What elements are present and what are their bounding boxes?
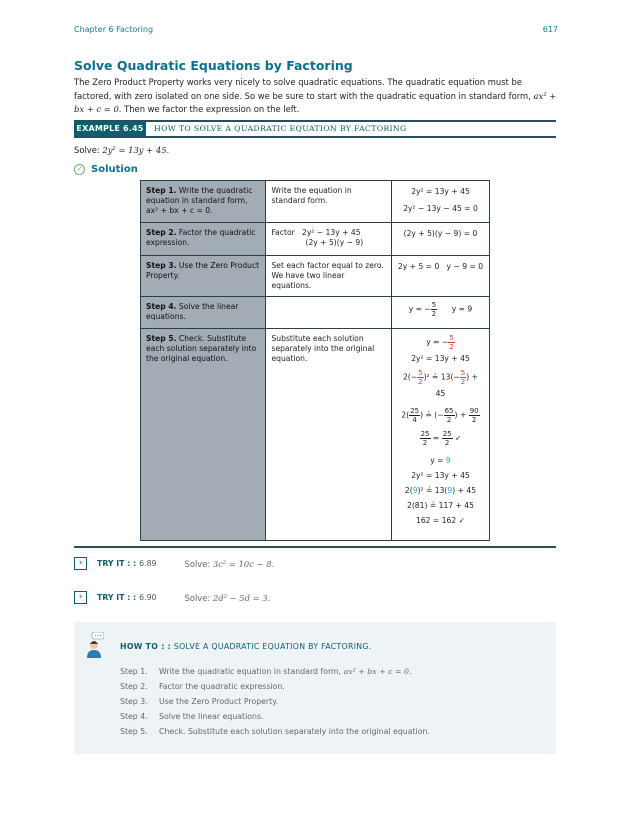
check-sub-3-b: )² ≟ 13( bbox=[417, 486, 448, 495]
check-sub-2-b: ) ≟ (− bbox=[420, 410, 444, 420]
howto-step-4-number: Step 4. bbox=[120, 712, 148, 721]
check-orig-2: 2y² = 13y + 45 bbox=[411, 471, 470, 480]
check-sub-3-a: 2( bbox=[404, 486, 413, 495]
check-sub-2 bbox=[397, 407, 484, 424]
check-sub-2-a: 2( bbox=[401, 410, 410, 420]
check-sub-1-c: ) + 45 bbox=[435, 372, 479, 398]
step-4-y1-label: y = − bbox=[408, 304, 431, 314]
howto-label: HOW TO : : bbox=[120, 642, 172, 651]
howto-step-2-text: Factor the quadratic expression. bbox=[159, 682, 285, 691]
step-5-cell bbox=[141, 329, 266, 541]
step-1-work bbox=[392, 181, 490, 223]
check-y2-label: y = bbox=[430, 456, 446, 465]
howto-step-3-text: Use the Zero Product Property. bbox=[159, 697, 279, 706]
howto-step-4 bbox=[120, 709, 430, 724]
step-2-number: Step 2. bbox=[146, 228, 177, 237]
step-row-1 bbox=[141, 181, 490, 223]
step-4-number: Step 4. bbox=[146, 302, 177, 311]
check-sub-4: 2(81) ≟ 117 + 45 bbox=[407, 501, 474, 510]
intro-standard-form: ax² + bx + c = 0. bbox=[74, 90, 557, 115]
check-sub-3-val-b: 9 bbox=[447, 486, 453, 495]
person-icon bbox=[84, 632, 104, 658]
check-sub-1-frac-a-num: 5 bbox=[418, 369, 423, 377]
step-3-number: Step 3. bbox=[146, 261, 177, 270]
check-sub-2-frac-2 bbox=[444, 407, 455, 424]
try-it-2-number: 6.90 bbox=[139, 593, 157, 602]
check-result-1-den-a: 2 bbox=[422, 439, 428, 447]
solve-line bbox=[74, 145, 169, 155]
check-sub-3 bbox=[397, 483, 484, 498]
check-result-1-num-a: 25 bbox=[420, 430, 430, 438]
step-3-text: Use the Zero Product Property. bbox=[146, 261, 260, 280]
check-circle-icon: ✓ bbox=[74, 164, 85, 175]
step-5-number: Step 5. bbox=[146, 334, 177, 343]
check-sub-1-b: )² ≟ 13(− bbox=[423, 372, 460, 382]
check-sub-2-frac-3 bbox=[469, 407, 480, 424]
howto-box bbox=[74, 622, 556, 754]
howto-step-1 bbox=[120, 664, 430, 679]
chapter-label: Chapter 6 Factoring bbox=[74, 25, 154, 34]
check-y1-den: 2 bbox=[449, 343, 454, 351]
page-number: 617 bbox=[542, 25, 558, 34]
howto-step-5-text: Check. Substitute each solution separately into the original equation. bbox=[159, 727, 430, 736]
step-1-cell bbox=[141, 181, 266, 223]
solution-label: Solution bbox=[91, 164, 138, 175]
howto-step-5-number: Step 5. bbox=[120, 727, 148, 736]
solve-equation: 2y² = 13y + 45. bbox=[102, 145, 170, 155]
try-it-1-problem bbox=[185, 559, 275, 569]
step-4-work bbox=[392, 297, 490, 329]
try-it-1-prefix: Solve: bbox=[184, 558, 211, 569]
howto-title bbox=[120, 642, 372, 651]
howto-step-5 bbox=[120, 724, 430, 739]
check-result-1-frac-b bbox=[442, 430, 453, 447]
howto-step-2-number: Step 2. bbox=[120, 682, 148, 691]
check-sub-2-num-3: 90 bbox=[469, 407, 479, 415]
check-sub-1-frac-a-den: 2 bbox=[418, 378, 423, 386]
check-result-1-eq: = bbox=[430, 433, 442, 443]
step-5-work bbox=[392, 329, 490, 541]
step-5-action: Substitute each solution separately into the original equation. bbox=[266, 329, 392, 541]
howto-step-1-number: Step 1. bbox=[120, 667, 148, 676]
howto-step-4-text: Solve the linear equations. bbox=[159, 712, 264, 721]
check-y1-label: y = − bbox=[426, 337, 449, 347]
step-5-text: Check. Substitute each solution separately into the original equation. bbox=[146, 334, 257, 363]
step-2-work: (2y + 5)(y − 9) = 0 bbox=[403, 229, 478, 238]
check-orig-1: 2y² = 13y + 45 bbox=[411, 354, 470, 363]
chevron-right-icon[interactable]: › bbox=[74, 591, 87, 604]
check-sub-1-a: 2(− bbox=[402, 372, 418, 382]
step-2-action-label: Factor bbox=[271, 228, 295, 237]
check-sub-2-num-2: 65 bbox=[444, 407, 454, 415]
step-2-action bbox=[266, 223, 392, 256]
check-sub-2-den-1: 4 bbox=[412, 416, 417, 424]
howto-title-text: SOLVE A QUADRATIC EQUATION BY FACTORING. bbox=[173, 642, 372, 651]
step-4-action bbox=[266, 297, 392, 329]
step-1-work-line-1: 2y² = 13y + 45 bbox=[411, 187, 470, 196]
try-it-2-label: TRY IT : : bbox=[97, 593, 137, 602]
check-y2-value: 9 bbox=[445, 456, 451, 465]
check-sub-2-den-2: 2 bbox=[446, 416, 452, 424]
check-sub-1-frac-b-den: 2 bbox=[460, 378, 466, 386]
check-y1-num: 5 bbox=[449, 334, 454, 342]
try-it-2-problem bbox=[185, 593, 271, 603]
step-2-expression: 2y² − 13y + 45 bbox=[301, 228, 361, 237]
step-1-text: Write the quadratic equation in standard form, ax² + bx + c = 0. bbox=[146, 186, 253, 215]
check-sub-3-c: ) + 45 bbox=[452, 486, 477, 495]
check-result-2: 162 = 162 ✓ bbox=[416, 516, 465, 525]
step-4-cell bbox=[141, 297, 266, 329]
check-result-1-frac-a bbox=[420, 430, 431, 447]
check-result-1 bbox=[397, 430, 484, 447]
check-y1-fraction bbox=[448, 334, 454, 351]
step-row-2 bbox=[141, 223, 490, 256]
try-it-1-equation: 3c² = 10c − 8. bbox=[212, 558, 275, 569]
try-it-1-number: 6.89 bbox=[139, 559, 157, 568]
try-it-2-prefix: Solve: bbox=[184, 592, 211, 603]
step-4-y1-fraction bbox=[431, 301, 437, 318]
example-label: EXAMPLE 6.45 bbox=[74, 122, 146, 136]
chevron-right-icon[interactable]: › bbox=[74, 557, 87, 570]
step-2-factored: (2y + 5)(y − 9) bbox=[305, 238, 364, 247]
howto-steps bbox=[120, 664, 430, 739]
check-sub-2-num-1: 25 bbox=[410, 407, 420, 415]
example-title: HOW TO SOLVE A QUADRATIC EQUATION BY FACTORING bbox=[154, 124, 407, 133]
steps-table bbox=[140, 180, 490, 541]
step-row-5 bbox=[141, 329, 490, 541]
try-it-1 bbox=[74, 557, 274, 570]
step-1-work-line-2: 2y² − 13y − 45 = 0 bbox=[403, 204, 478, 213]
howto-step-3-number: Step 3. bbox=[120, 697, 148, 706]
step-2-cell bbox=[141, 223, 266, 256]
check-result-1-mark: ✓ bbox=[452, 433, 462, 443]
check-y1 bbox=[397, 334, 484, 351]
check-sub-3-val-a: 9 bbox=[412, 486, 418, 495]
step-1-action: Write the equation in standard form. bbox=[266, 181, 392, 223]
howto-step-1-math: ax² + bx + c = 0. bbox=[343, 667, 412, 676]
check-y2 bbox=[397, 453, 484, 468]
try-it-2-equation: 2d² − 5d = 3. bbox=[212, 592, 271, 603]
step-row-3 bbox=[141, 256, 490, 297]
example-bar bbox=[74, 120, 556, 138]
step-3-work: 2y + 5 = 0 y − 9 = 0 bbox=[397, 262, 484, 271]
step-3-cell bbox=[141, 256, 266, 297]
try-it-1-label: TRY IT : : bbox=[97, 559, 137, 568]
section-title: Solve Quadratic Equations by Factoring bbox=[74, 58, 353, 73]
check-sub-2-c: ) + bbox=[454, 410, 467, 420]
check-result-1-num-b: 25 bbox=[442, 430, 452, 438]
step-row-4 bbox=[141, 297, 490, 329]
solve-prefix: Solve: bbox=[74, 145, 100, 155]
example-end-rule bbox=[74, 546, 556, 548]
step-4-y1-num: 5 bbox=[431, 301, 437, 309]
running-head bbox=[74, 25, 558, 34]
howto-step-3 bbox=[120, 694, 430, 709]
howto-step-1-text: Write the quadratic equation in standard form, bbox=[159, 667, 342, 676]
check-result-1-den-b: 2 bbox=[444, 439, 450, 447]
solution-heading bbox=[74, 164, 138, 175]
intro-text-b: Then we factor the expression on the left. bbox=[121, 104, 300, 115]
step-2-text: Factor the quadratic expression. bbox=[146, 228, 256, 247]
check-sub-2-den-3: 2 bbox=[471, 416, 477, 424]
step-4-y2: y = 9 bbox=[451, 304, 473, 314]
check-sub-2-frac-1 bbox=[409, 407, 420, 424]
try-it-2 bbox=[74, 591, 270, 604]
howto-step-2 bbox=[120, 679, 430, 694]
intro-paragraph bbox=[74, 76, 558, 117]
step-1-number: Step 1. bbox=[146, 186, 177, 195]
intro-text-a: The Zero Product Property works very nicely to solve quadratic equations. The quadratic equation must be factored, with zero isolated on one side. So we be sure to start with the quadratic equation in standard form, bbox=[74, 77, 534, 101]
step-4-text: Solve the linear equations. bbox=[146, 302, 239, 321]
step-4-y1-den: 2 bbox=[431, 310, 437, 318]
check-sub-1-frac-b-num: 5 bbox=[460, 369, 466, 377]
step-3-action: Set each factor equal to zero. We have two linear equations. bbox=[266, 256, 392, 297]
check-sub-1 bbox=[397, 369, 484, 401]
